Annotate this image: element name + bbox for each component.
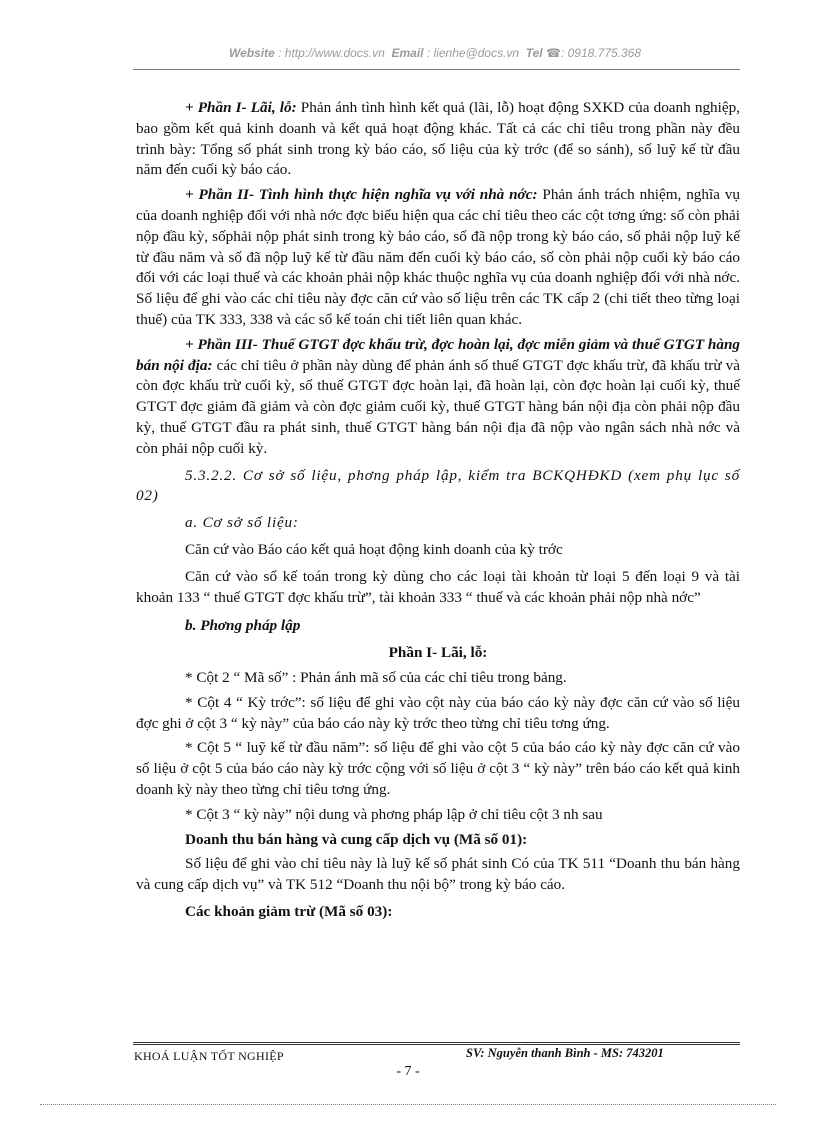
website-value: : http://www.docs.vn <box>278 46 385 60</box>
paragraph-basis-2: Căn cứ vào sổ kế toán trong kỳ dùng cho các loại tài khoản từ loại 5 đến loại 9 và tài khoản 133 “ thuế GTGT đợc khấu trừ”, tài khoản 333 “ thuế và các khoản phải nộp nhà nớc” <box>136 567 740 606</box>
paragraph-part-1 <box>136 98 740 181</box>
tel-label: Tel <box>525 46 543 60</box>
tel-value: ☎: 0918.775.368 <box>546 46 642 60</box>
part-title: Phần I- Lãi, lỗ: <box>388 644 488 662</box>
footer-thesis-label: KHOÁ LUẬN TỐT NGHIỆP <box>134 1049 284 1063</box>
paragraph-part-3 <box>136 335 740 460</box>
paragraph-text: Phản ánh trách nhiệm, nghĩa vụ của doanh nghiệp đối với nhà nớc đợc biểu hiện qua các chỉ tiêu theo các cột tơng ứng: số còn phải nộp đầu kỳ, sốphải nộp phát sinh trong kỳ báo cáo, số đã nộp trong kỳ báo cáo, số phải nộp luỹ kế từ đầu năm và số đã nộp luỹ kế từ đầu năm đến cuối kỳ báo cáo, số còn phải nộp cuối kỳ báo cáo đối với các loại thuế và các khoản phải nộp khác thuộc nghĩa vụ của doanh nghiệp đối với nhà nớc. Số liệu để ghi vào các chỉ tiêu này đợc căn cứ vào số liệu trên các TK cấp 2 (chi tiết theo từng loại thuế) của TK 333, 338 và các sổ kế toán chi tiết liên quan khác. <box>136 186 740 328</box>
email-label: Email <box>391 46 424 60</box>
paragraph-lead: + Phần II- Tình hình thực hiện nghĩa vụ với nhà nớc: <box>185 186 538 204</box>
column-4-desc: * Cột 4 “ Kỳ trớc”: số liệu để ghi vào cột này của báo cáo kỳ này đợc căn cứ vào số liệu đợc ghi ở cột 3 “ kỳ này” của báo cáo này kỳ trớc theo từng chỉ tiêu tơng ứng. <box>136 693 740 732</box>
page-number: - 7 - <box>396 1064 420 1079</box>
footer-divider <box>133 1042 740 1045</box>
paragraph-text: các chỉ tiêu ở phần này dùng để phản ánh số thuế GTGT đợc khấu trừ, đã khấu trừ và còn đợc khấu trừ cuối kỳ, số thuế GTGT đợc hoàn lại, đã hoàn lại, còn đợc hoàn lại cuối kỳ, thuế GTGT đợc giảm đã giảm và còn đợc giảm cuối kỳ, thuế GTGT hàng bán nội địa còn phải nộp đầu kỳ, thuế GTGT đầu ra phát sinh, thuế GTGT hàng bán nội địa đã nộp vào ngân sách nhà nớc và còn phải nộp cuối kỳ. <box>136 356 740 457</box>
subsection-b: b. Phơng pháp lập <box>185 617 301 635</box>
paragraph-basis-1: Căn cứ vào Báo cáo kết quả hoạt động kinh doanh của kỳ trớc <box>185 540 563 558</box>
section-heading: 5.3.2.2. Cơ sở số liệu, phơng pháp lập, kiểm tra BCKQHĐKD (xem phụ lục số 02) <box>136 466 740 505</box>
footer-student-info: SV: Nguyễn thanh Bình - MS: 743201 <box>466 1046 664 1060</box>
paragraph-revenue: Số liệu để ghi vào chỉ tiêu này là luỹ kế số phát sinh Có của TK 511 “Doanh thu bán hàng và cung cấp dịch vụ” và TK 512 “Doanh thu nội bộ” trong kỳ báo cáo. <box>136 855 740 894</box>
column-3-desc: * Cột 3 “ kỳ này” nội dung và phơng pháp lập ở chỉ tiêu cột 3 nh sau <box>185 805 603 823</box>
paragraph-lead: + Phần I- Lãi, lỗ: <box>185 99 297 116</box>
column-5-desc: * Cột 5 “ luỹ kế từ đầu năm”: số liệu để ghi vào cột 5 của báo cáo kỳ này đợc căn cứ vào số liệu ở cột 5 của báo cáo này kỳ trớc cộng với số liệu ở cột 3 “ kỳ này” trên báo cáo kết quả kinh doanh kỳ này theo từng chỉ tiêu tơng ứng. <box>136 739 740 798</box>
item-heading-revenue: Doanh thu bán hàng và cung cấp dịch vụ (Mã số 01): <box>185 830 528 848</box>
paragraph-lead: + Phần III- Thuế GTGT đợc khấu trừ, đợc hoàn lại, đợc miễn giảm và thuế GTGT hàng bán nội địa: <box>136 335 740 374</box>
subsection-a: a. Cơ sở số liệu: <box>185 514 299 532</box>
column-2-desc: * Cột 2 “ Mã số” : Phản ánh mã số của các chỉ tiêu trong bảng. <box>185 668 567 686</box>
paragraph-text: Phản ánh tình hình kết quả (lãi, lỗ) hoạt động SXKD của doanh nghiệp, bao gồm kết quả kinh doanh và kết quả hoạt động khác. Tất cả các chỉ tiêu trong phần này đều trình bày: Tổng số phát sinh trong kỳ báo cáo, số liệu của kỳ trớc (để so sánh), số luỹ kế từ đầu năm đến cuối kỳ báo cáo. <box>136 99 740 179</box>
document-body <box>136 98 740 923</box>
paragraph-part-2 <box>136 185 740 331</box>
website-label: Website <box>228 46 275 60</box>
item-heading-deductions: Các khoản giảm trừ (Mã số 03): <box>185 902 393 920</box>
header-divider <box>133 69 740 70</box>
email-value: : lienhe@docs.vn <box>426 46 520 60</box>
page-header <box>130 46 740 60</box>
page-bottom-dotted-line <box>40 1104 776 1105</box>
